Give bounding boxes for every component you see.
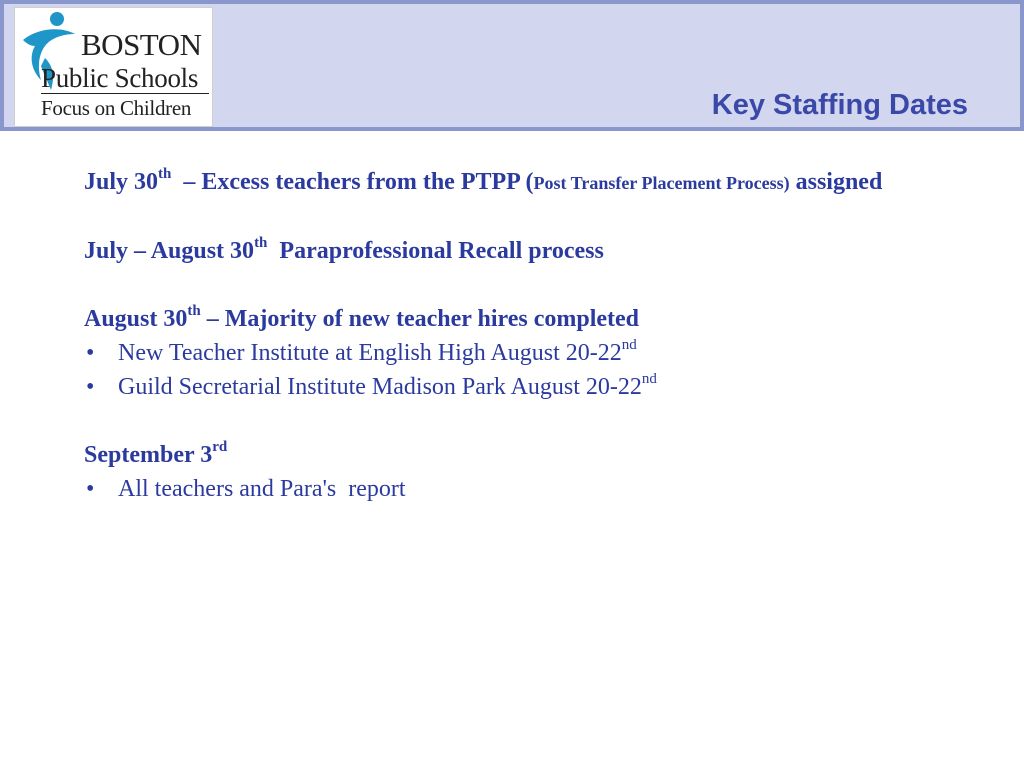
- bullet-text: New Teacher Institute at English High August 20-22: [118, 340, 622, 366]
- item-september-3: [84, 438, 944, 472]
- item-july-30: [84, 165, 944, 200]
- item1-text-after: assigned: [789, 169, 883, 195]
- item4-sup: rd: [212, 439, 228, 455]
- item-august-30: [84, 302, 944, 336]
- bullet-icon: •: [86, 374, 95, 400]
- list-item: [84, 472, 944, 506]
- spacer: [84, 404, 944, 438]
- item3-date: August 30: [84, 306, 188, 332]
- boston-public-schools-logo: [14, 7, 213, 127]
- item3-sup: th: [187, 303, 201, 319]
- logo-divider: [41, 93, 209, 94]
- bullet-text: All teachers and Para's report: [118, 476, 406, 502]
- bullet-text: Guild Secretarial Institute Madison Park August 20-22: [118, 374, 642, 400]
- item3-text: – Majority of new teacher hires completed: [200, 306, 640, 332]
- bullet-sup: nd: [621, 337, 637, 353]
- item1-small-text: Post Transfer Placement Process): [533, 173, 790, 193]
- item4-date: September 3: [84, 442, 213, 468]
- item1-date: July 30: [84, 169, 159, 195]
- item2-sup: th: [254, 235, 268, 251]
- item1-text-before: – Excess teachers from the PTPP (: [171, 169, 534, 195]
- item-july-august: [84, 234, 944, 268]
- spacer: [84, 268, 944, 302]
- item2-date: July – August 30: [84, 238, 255, 264]
- item1-sup: th: [158, 166, 172, 182]
- header-bar: [0, 0, 1024, 131]
- spacer: [84, 200, 944, 234]
- logo-text-focus: Focus on Children: [41, 96, 192, 120]
- slide-content: [84, 165, 944, 506]
- list-item: [84, 370, 944, 404]
- page-title: Key Staffing Dates: [711, 89, 968, 121]
- logo-text-public-schools: Public Schools: [41, 63, 199, 93]
- item2-text: Paraprofessional Recall process: [267, 238, 604, 264]
- bullet-icon: •: [86, 476, 95, 502]
- list-item: [84, 336, 944, 370]
- bullet-sup: nd: [641, 371, 657, 387]
- logo-text-boston: BOSTON: [81, 27, 202, 62]
- bullet-icon: •: [86, 340, 95, 366]
